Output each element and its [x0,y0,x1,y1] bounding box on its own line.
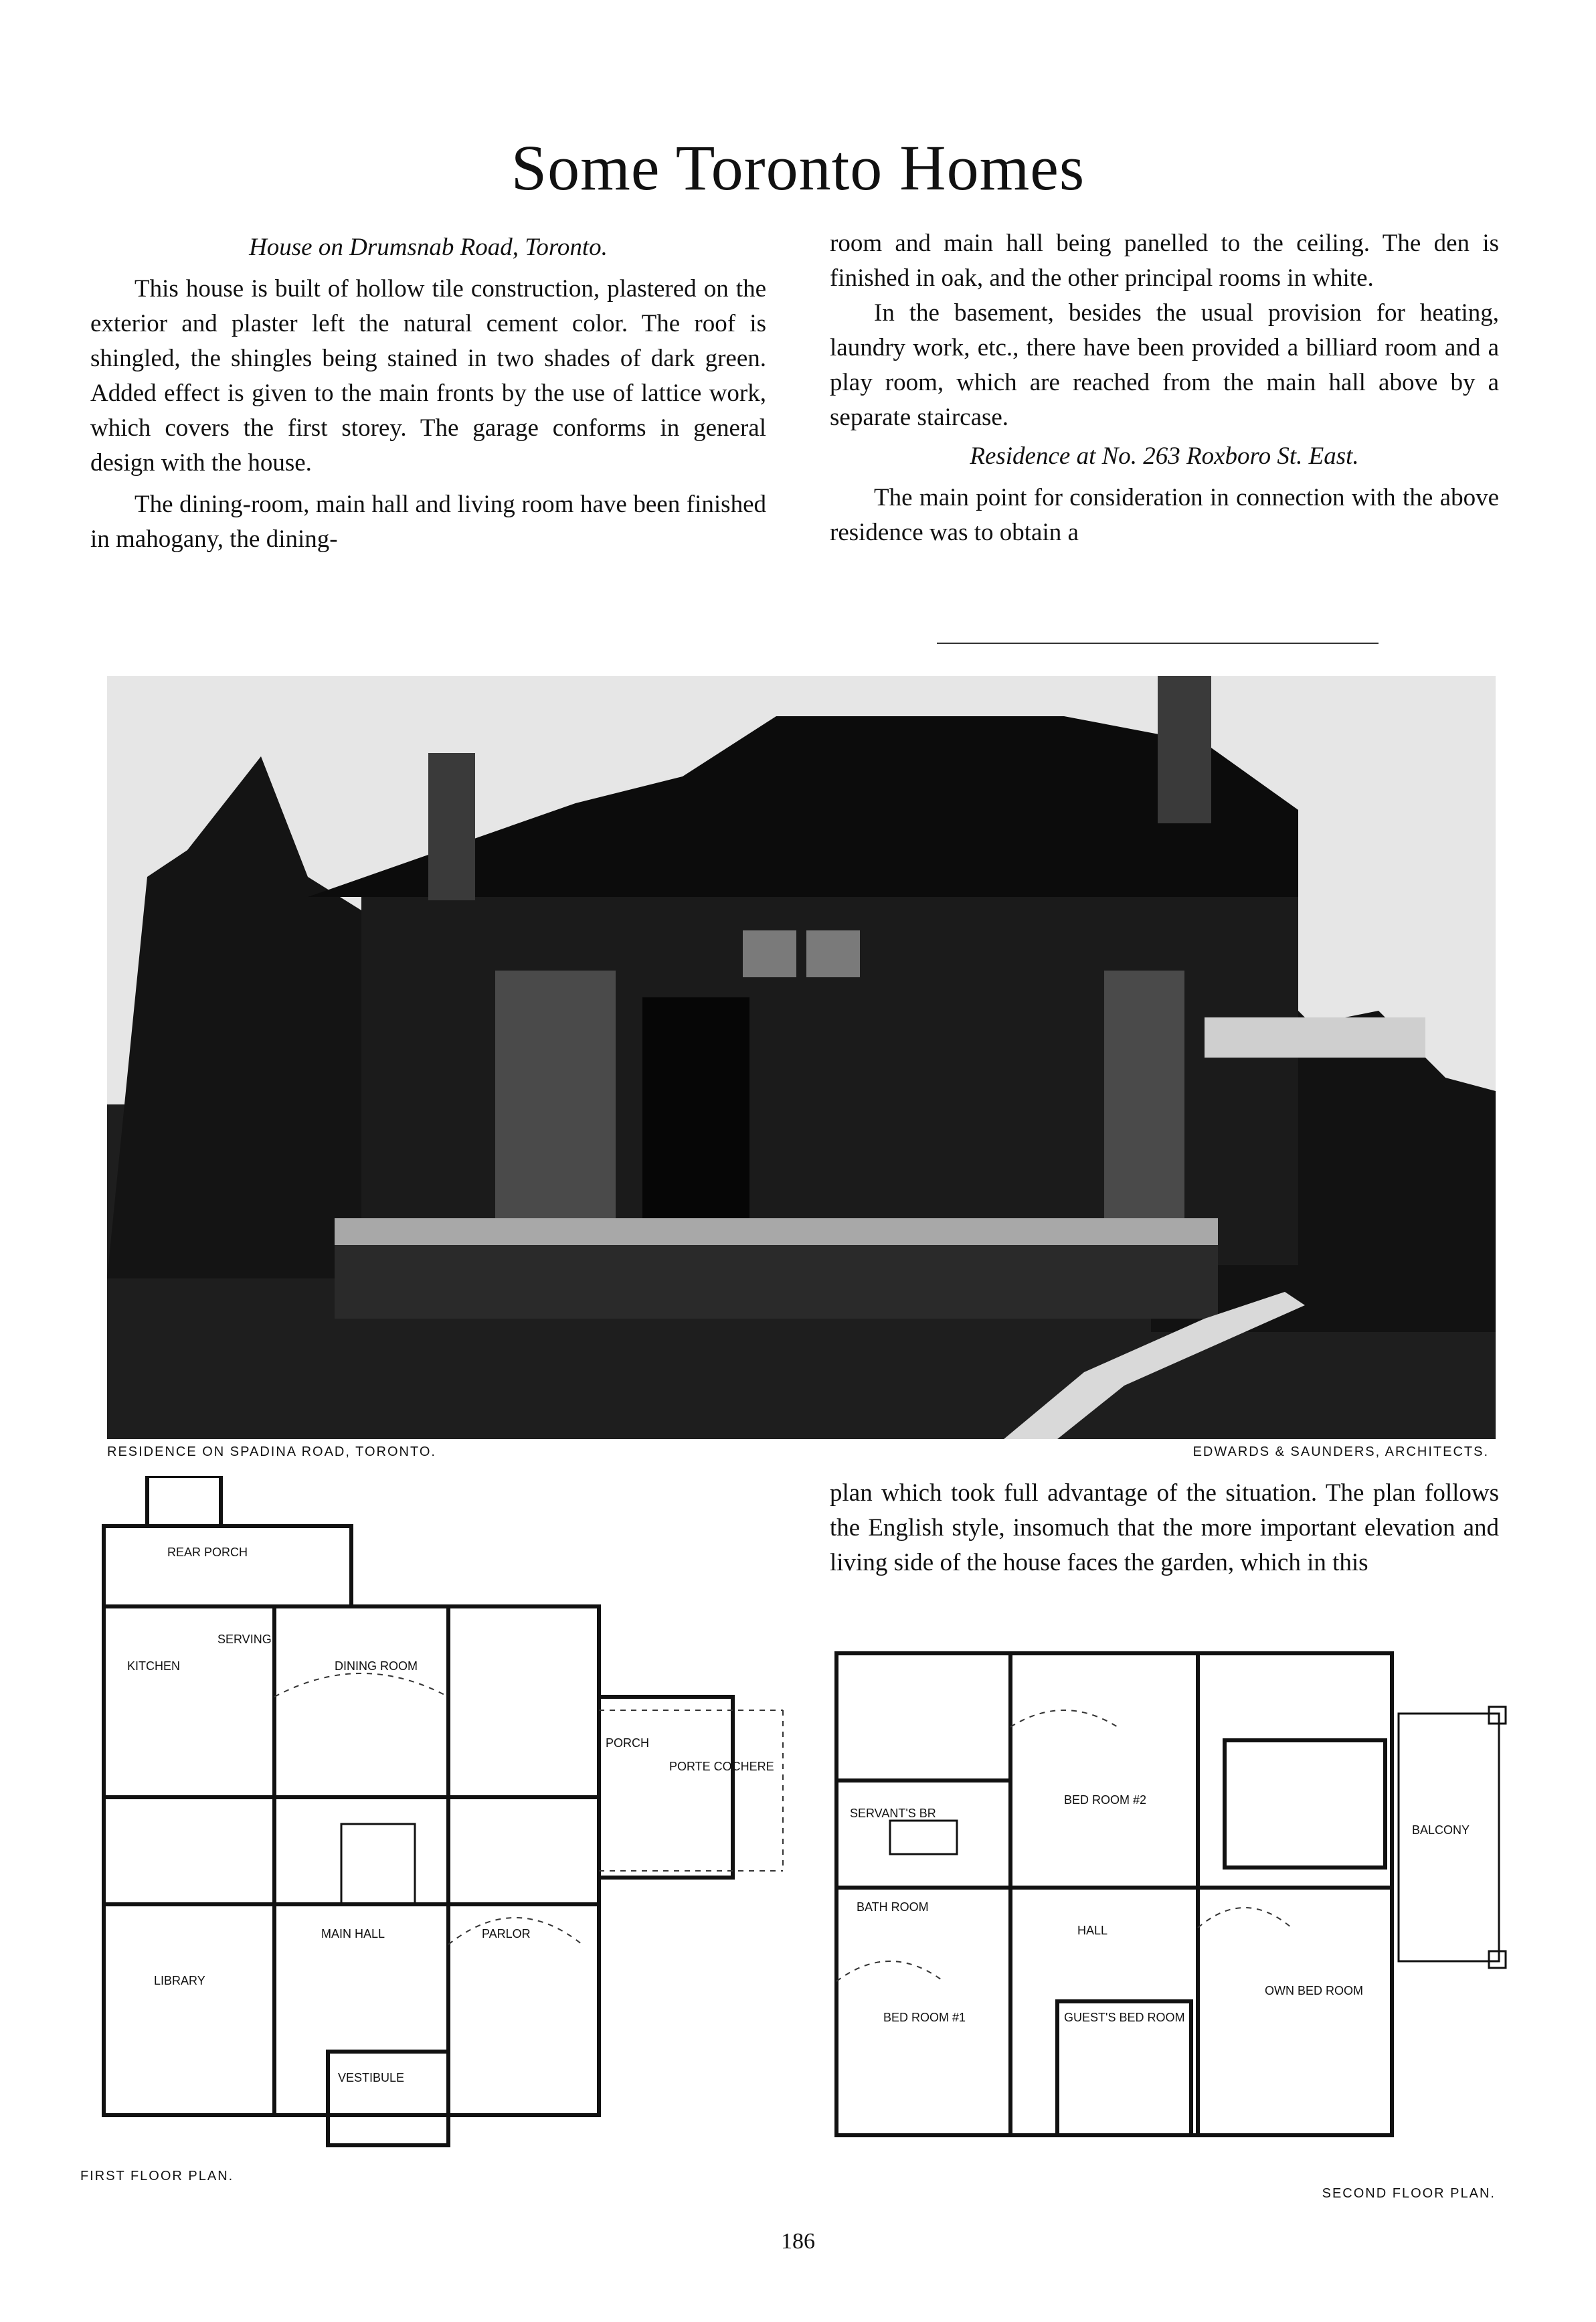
paragraph: The dining-room, main hall and living room have been finished in mahogany, the dining- [90,491,766,553]
right-column-continuation [830,1476,1499,1580]
paragraph: This house is built of hollow tile construction, plastered on the exterior and plaster left the natural cement color. The roof is shingled, the shingles being stained in two shades of dark green. Added effect is given to the main fronts by the use of lattice work, which covers the first storey. The garage conforms in general design with the house. [90,275,766,477]
paragraph: The main point for consideration in connection with the above residence was to obtain a [830,484,1499,546]
photo-credit: EDWARDS & SAUNDERS, ARCHITECTS. [1192,1444,1489,1459]
room-label: BED ROOM #2 [1064,1793,1147,1807]
first-floor-plan [74,1476,796,2159]
house-photo-illustration [107,676,1496,1439]
paragraph: plan which took full advantage of the situation. The plan follows the English style, insomuch that the more important elevation and living side of the house faces the garden, which in this [830,1479,1499,1576]
second-floor-plan-drawing [810,1647,1519,2162]
room-label: MAIN HALL [321,1927,385,1940]
second-floor-plan [810,1647,1519,2162]
room-label: GUEST'S BED ROOM [1064,2011,1185,2024]
page-title: Some Toronto Homes [511,132,1085,203]
room-label: PORTE COCHERE [669,1760,774,1773]
subheading-roxboro: Residence at No. 263 Roxboro St. East. [970,442,1359,470]
room-label: SERVANT'S BR [850,1807,936,1820]
second-floor-caption: SECOND FLOOR PLAN. [1322,2186,1496,2201]
room-label: SERVING [217,1633,272,1646]
house-photograph [107,676,1496,1439]
left-column [90,226,766,557]
subheading-drumsnab: House on Drumsnab Road, Toronto. [249,234,608,261]
page-number: 186 [781,2229,815,2254]
room-label: REAR PORCH [167,1546,248,1559]
first-floor-caption: FIRST FLOOR PLAN. [80,2169,234,2183]
room-label: PARLOR [482,1927,531,1940]
room-label: PORCH [606,1736,650,1750]
room-label: HALL [1077,1924,1108,1937]
first-floor-plan-drawing [74,1476,796,2159]
room-label: DINING ROOM [335,1659,418,1673]
paragraph: room and main hall being panelled to the ceiling. The den is finished in oak, and the other principal rooms in white. [830,230,1499,292]
divider [937,643,1379,644]
paragraph: In the basement, besides the usual provision for heating, laundry work, etc., there have been provided a billiard room and a play room, which are reached from the main hall above by a separate staircase. [830,299,1499,431]
room-label: LIBRARY [154,1974,205,1987]
room-label: VESTIBULE [338,2071,405,2084]
room-label: BATH ROOM [857,1900,929,1914]
room-label: BED ROOM #1 [883,2011,966,2024]
right-column [830,226,1499,550]
room-label: OWN BED ROOM [1265,1984,1363,1997]
photo-caption: RESIDENCE ON SPADINA ROAD, TORONTO. [107,1444,436,1459]
room-label: KITCHEN [127,1659,181,1673]
room-label: BALCONY [1412,1823,1470,1837]
